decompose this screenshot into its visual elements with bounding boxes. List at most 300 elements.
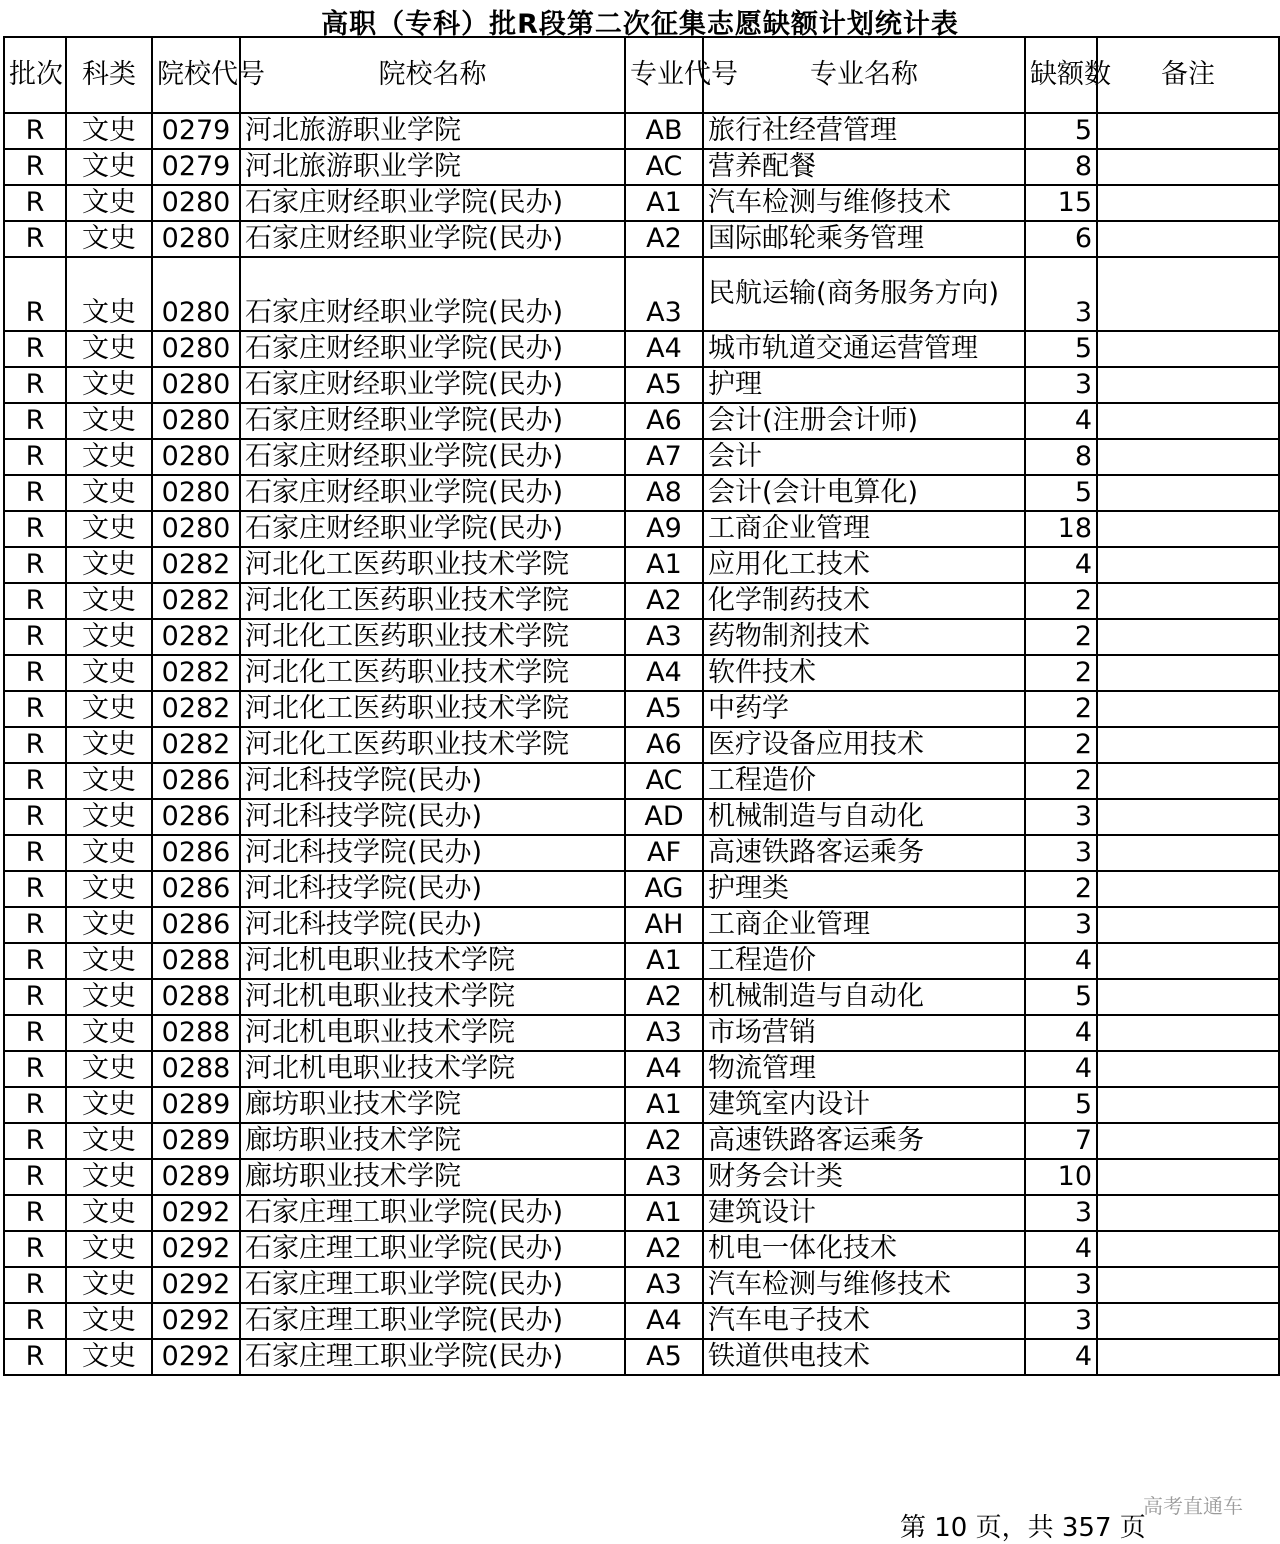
table-row: [4, 979, 1279, 1015]
header-vacancy: 缺额数: [1025, 37, 1097, 113]
cell-category: 文史: [66, 691, 152, 727]
cell-note: [1097, 1123, 1279, 1159]
cell-vacancy: 5: [1025, 331, 1097, 367]
cell-vacancy: 3: [1025, 1267, 1097, 1303]
cell-school-code: 0288: [152, 1051, 240, 1087]
cell-major-code: A2: [625, 1123, 703, 1159]
cell-batch: R: [4, 511, 66, 547]
cell-note: [1097, 367, 1279, 403]
table-row: [4, 1267, 1279, 1303]
cell-note: [1097, 221, 1279, 257]
cell-school-code: 0292: [152, 1195, 240, 1231]
cell-school-code: 0292: [152, 1267, 240, 1303]
table-row: [4, 655, 1279, 691]
cell-note: [1097, 1051, 1279, 1087]
cell-major-code: A2: [625, 583, 703, 619]
cell-major-code: A4: [625, 1051, 703, 1087]
cell-school-name: 河北机电职业技术学院: [240, 979, 625, 1015]
cell-major-code: AD: [625, 799, 703, 835]
cell-school-name: 河北化工医药职业技术学院: [240, 619, 625, 655]
cell-major-code: A3: [625, 619, 703, 655]
cell-school-name: 石家庄理工职业学院(民办): [240, 1339, 625, 1375]
cell-note: [1097, 1231, 1279, 1267]
cell-school-code: 0280: [152, 185, 240, 221]
cell-school-code: 0286: [152, 763, 240, 799]
cell-major-name: 高速铁路客运乘务: [703, 835, 1025, 871]
cell-major-code: AC: [625, 763, 703, 799]
cell-category: 文史: [66, 1231, 152, 1267]
cell-school-name: 石家庄财经职业学院(民办): [240, 185, 625, 221]
table-row: [4, 619, 1279, 655]
cell-school-name: 河北旅游职业学院: [240, 113, 625, 149]
cell-major-name: 护理: [703, 367, 1025, 403]
cell-category: 文史: [66, 835, 152, 871]
header-note: 备注: [1097, 37, 1279, 113]
cell-category: 文史: [66, 583, 152, 619]
cell-major-code: AG: [625, 871, 703, 907]
cell-category: 文史: [66, 1159, 152, 1195]
cell-batch: R: [4, 257, 66, 331]
cell-note: [1097, 1087, 1279, 1123]
cell-category: 文史: [66, 763, 152, 799]
cell-school-code: 0286: [152, 835, 240, 871]
cell-major-name: 营养配餐: [703, 149, 1025, 185]
cell-school-code: 0289: [152, 1123, 240, 1159]
cell-school-name: 石家庄财经职业学院(民办): [240, 475, 625, 511]
cell-category: 文史: [66, 943, 152, 979]
cell-vacancy: 4: [1025, 547, 1097, 583]
cell-major-code: A3: [625, 1267, 703, 1303]
cell-note: [1097, 475, 1279, 511]
cell-note: [1097, 511, 1279, 547]
table-row: [4, 221, 1279, 257]
cell-vacancy: 3: [1025, 257, 1097, 331]
cell-note: [1097, 835, 1279, 871]
cell-school-code: 0288: [152, 1015, 240, 1051]
cell-category: 文史: [66, 979, 152, 1015]
cell-vacancy: 5: [1025, 979, 1097, 1015]
cell-vacancy: 7: [1025, 1123, 1097, 1159]
cell-batch: R: [4, 727, 66, 763]
cell-school-name: 河北科技学院(民办): [240, 907, 625, 943]
cell-major-code: A5: [625, 1339, 703, 1375]
cell-batch: R: [4, 763, 66, 799]
cell-batch: R: [4, 907, 66, 943]
table-row: [4, 403, 1279, 439]
cell-batch: R: [4, 1051, 66, 1087]
cell-vacancy: 8: [1025, 439, 1097, 475]
cell-school-code: 0292: [152, 1231, 240, 1267]
cell-batch: R: [4, 1087, 66, 1123]
cell-major-code: A4: [625, 655, 703, 691]
cell-note: [1097, 655, 1279, 691]
cell-batch: R: [4, 547, 66, 583]
cell-note: [1097, 1015, 1279, 1051]
cell-major-name: 机械制造与自动化: [703, 799, 1025, 835]
cell-batch: R: [4, 1231, 66, 1267]
cell-major-code: A1: [625, 547, 703, 583]
cell-major-name: 机电一体化技术: [703, 1231, 1025, 1267]
cell-school-name: 石家庄财经职业学院(民办): [240, 221, 625, 257]
table-row: [4, 763, 1279, 799]
cell-major-name: 应用化工技术: [703, 547, 1025, 583]
cell-note: [1097, 943, 1279, 979]
cell-category: 文史: [66, 871, 152, 907]
cell-vacancy: 3: [1025, 799, 1097, 835]
cell-batch: R: [4, 1195, 66, 1231]
cell-major-name: 汽车检测与维修技术: [703, 185, 1025, 221]
table-row: [4, 1303, 1279, 1339]
cell-school-name: 石家庄财经职业学院(民办): [240, 257, 625, 331]
table-row: [4, 475, 1279, 511]
cell-major-code: A3: [625, 1015, 703, 1051]
cell-batch: R: [4, 149, 66, 185]
cell-school-name: 河北机电职业技术学院: [240, 1051, 625, 1087]
table-row: [4, 1015, 1279, 1051]
table-row: [4, 511, 1279, 547]
cell-vacancy: 4: [1025, 1015, 1097, 1051]
cell-school-name: 廊坊职业技术学院: [240, 1123, 625, 1159]
cell-category: 文史: [66, 1339, 152, 1375]
vacancy-table: [3, 36, 1280, 1376]
cell-vacancy: 2: [1025, 691, 1097, 727]
cell-major-name: 软件技术: [703, 655, 1025, 691]
table-row: [4, 149, 1279, 185]
cell-major-code: AF: [625, 835, 703, 871]
cell-category: 文史: [66, 403, 152, 439]
cell-school-code: 0282: [152, 583, 240, 619]
cell-major-code: A2: [625, 221, 703, 257]
cell-school-code: 0280: [152, 511, 240, 547]
cell-school-name: 河北科技学院(民办): [240, 763, 625, 799]
cell-major-code: A2: [625, 979, 703, 1015]
cell-major-code: A1: [625, 185, 703, 221]
cell-vacancy: 3: [1025, 1195, 1097, 1231]
cell-major-name: 民航运输(商务服务方向): [703, 257, 1025, 331]
cell-major-name: 会计(注册会计师): [703, 403, 1025, 439]
cell-major-name: 机械制造与自动化: [703, 979, 1025, 1015]
table-row: [4, 1159, 1279, 1195]
cell-category: 文史: [66, 907, 152, 943]
cell-vacancy: 15: [1025, 185, 1097, 221]
cell-major-name: 护理类: [703, 871, 1025, 907]
cell-category: 文史: [66, 185, 152, 221]
cell-school-code: 0292: [152, 1303, 240, 1339]
cell-school-name: 廊坊职业技术学院: [240, 1159, 625, 1195]
cell-vacancy: 5: [1025, 1087, 1097, 1123]
cell-note: [1097, 547, 1279, 583]
cell-category: 文史: [66, 439, 152, 475]
cell-vacancy: 2: [1025, 763, 1097, 799]
cell-category: 文史: [66, 511, 152, 547]
cell-note: [1097, 763, 1279, 799]
cell-major-name: 汽车检测与维修技术: [703, 1267, 1025, 1303]
cell-school-name: 石家庄理工职业学院(民办): [240, 1231, 625, 1267]
cell-batch: R: [4, 1339, 66, 1375]
cell-school-code: 0286: [152, 907, 240, 943]
cell-batch: R: [4, 583, 66, 619]
cell-school-name: 石家庄理工职业学院(民办): [240, 1267, 625, 1303]
cell-note: [1097, 257, 1279, 331]
cell-major-code: A8: [625, 475, 703, 511]
cell-school-name: 石家庄财经职业学院(民办): [240, 331, 625, 367]
cell-vacancy: 2: [1025, 619, 1097, 655]
cell-major-name: 建筑室内设计: [703, 1087, 1025, 1123]
cell-school-code: 0282: [152, 691, 240, 727]
cell-vacancy: 8: [1025, 149, 1097, 185]
cell-note: [1097, 185, 1279, 221]
cell-batch: R: [4, 943, 66, 979]
cell-major-code: AH: [625, 907, 703, 943]
cell-batch: R: [4, 367, 66, 403]
cell-vacancy: 2: [1025, 871, 1097, 907]
table-row: [4, 1339, 1279, 1375]
cell-school-name: 石家庄财经职业学院(民办): [240, 511, 625, 547]
cell-category: 文史: [66, 149, 152, 185]
cell-school-code: 0288: [152, 943, 240, 979]
cell-vacancy: 4: [1025, 943, 1097, 979]
cell-category: 文史: [66, 1267, 152, 1303]
cell-category: 文史: [66, 1051, 152, 1087]
cell-batch: R: [4, 1123, 66, 1159]
cell-school-code: 0282: [152, 619, 240, 655]
cell-note: [1097, 583, 1279, 619]
cell-major-code: A4: [625, 1303, 703, 1339]
cell-category: 文史: [66, 547, 152, 583]
cell-major-code: A4: [625, 331, 703, 367]
table-row: [4, 799, 1279, 835]
cell-major-code: A2: [625, 1231, 703, 1267]
cell-note: [1097, 1303, 1279, 1339]
cell-major-code: A5: [625, 367, 703, 403]
cell-note: [1097, 113, 1279, 149]
cell-category: 文史: [66, 655, 152, 691]
table-row: [4, 871, 1279, 907]
cell-school-name: 河北化工医药职业技术学院: [240, 691, 625, 727]
cell-major-code: A6: [625, 727, 703, 763]
cell-major-name: 建筑设计: [703, 1195, 1025, 1231]
cell-vacancy: 2: [1025, 583, 1097, 619]
cell-category: 文史: [66, 113, 152, 149]
table-row: [4, 1123, 1279, 1159]
cell-batch: R: [4, 979, 66, 1015]
cell-school-name: 河北科技学院(民办): [240, 871, 625, 907]
table-header-row: [4, 37, 1279, 113]
cell-vacancy: 3: [1025, 367, 1097, 403]
cell-batch: R: [4, 403, 66, 439]
cell-major-name: 铁道供电技术: [703, 1339, 1025, 1375]
cell-note: [1097, 1339, 1279, 1375]
cell-major-name: 药物制剂技术: [703, 619, 1025, 655]
cell-school-name: 石家庄财经职业学院(民办): [240, 367, 625, 403]
cell-vacancy: 3: [1025, 1303, 1097, 1339]
cell-major-name: 汽车电子技术: [703, 1303, 1025, 1339]
cell-major-name: 市场营销: [703, 1015, 1025, 1051]
cell-note: [1097, 619, 1279, 655]
cell-major-name: 医疗设备应用技术: [703, 727, 1025, 763]
cell-school-name: 河北科技学院(民办): [240, 799, 625, 835]
table-row: [4, 727, 1279, 763]
cell-major-code: A5: [625, 691, 703, 727]
cell-school-code: 0280: [152, 221, 240, 257]
cell-school-name: 河北化工医药职业技术学院: [240, 727, 625, 763]
header-category: 科类: [66, 37, 152, 113]
cell-school-name: 石家庄财经职业学院(民办): [240, 439, 625, 475]
cell-note: [1097, 727, 1279, 763]
cell-batch: R: [4, 691, 66, 727]
cell-category: 文史: [66, 1195, 152, 1231]
cell-major-code: AC: [625, 149, 703, 185]
cell-vacancy: 4: [1025, 1339, 1097, 1375]
cell-category: 文史: [66, 799, 152, 835]
cell-vacancy: 18: [1025, 511, 1097, 547]
table-row: [4, 835, 1279, 871]
table-row: [4, 943, 1279, 979]
cell-major-name: 城市轨道交通运营管理: [703, 331, 1025, 367]
cell-category: 文史: [66, 1015, 152, 1051]
cell-note: [1097, 1195, 1279, 1231]
header-major-code: 专业代号: [625, 37, 703, 113]
cell-category: 文史: [66, 1303, 152, 1339]
table-row: [4, 1051, 1279, 1087]
cell-vacancy: 3: [1025, 907, 1097, 943]
cell-category: 文史: [66, 1087, 152, 1123]
cell-major-name: 中药学: [703, 691, 1025, 727]
cell-batch: R: [4, 475, 66, 511]
cell-vacancy: 3: [1025, 835, 1097, 871]
cell-major-name: 物流管理: [703, 1051, 1025, 1087]
table-row: [4, 1195, 1279, 1231]
cell-major-code: A6: [625, 403, 703, 439]
cell-category: 文史: [66, 475, 152, 511]
cell-school-code: 0289: [152, 1087, 240, 1123]
cell-school-name: 河北化工医药职业技术学院: [240, 655, 625, 691]
cell-major-code: AB: [625, 113, 703, 149]
table-row: [4, 1231, 1279, 1267]
cell-major-name: 会计: [703, 439, 1025, 475]
table-row: [4, 439, 1279, 475]
cell-batch: R: [4, 1303, 66, 1339]
cell-vacancy: 2: [1025, 727, 1097, 763]
cell-major-code: A7: [625, 439, 703, 475]
cell-note: [1097, 403, 1279, 439]
cell-school-code: 0279: [152, 113, 240, 149]
cell-major-code: A9: [625, 511, 703, 547]
table-row: [4, 583, 1279, 619]
table-row: [4, 691, 1279, 727]
cell-major-name: 高速铁路客运乘务: [703, 1123, 1025, 1159]
cell-school-name: 廊坊职业技术学院: [240, 1087, 625, 1123]
cell-school-name: 河北机电职业技术学院: [240, 1015, 625, 1051]
cell-batch: R: [4, 185, 66, 221]
table-row: [4, 331, 1279, 367]
cell-major-code: A1: [625, 943, 703, 979]
cell-major-name: 工商企业管理: [703, 511, 1025, 547]
cell-major-name: 国际邮轮乘务管理: [703, 221, 1025, 257]
cell-batch: R: [4, 871, 66, 907]
cell-major-code: A1: [625, 1195, 703, 1231]
cell-vacancy: 4: [1025, 1231, 1097, 1267]
cell-batch: R: [4, 799, 66, 835]
cell-school-code: 0280: [152, 475, 240, 511]
cell-batch: R: [4, 1267, 66, 1303]
table-row: [4, 907, 1279, 943]
cell-category: 文史: [66, 619, 152, 655]
cell-school-name: 河北科技学院(民办): [240, 835, 625, 871]
cell-note: [1097, 439, 1279, 475]
cell-major-code: A3: [625, 1159, 703, 1195]
cell-major-name: 工商企业管理: [703, 907, 1025, 943]
cell-school-code: 0280: [152, 403, 240, 439]
cell-note: [1097, 1159, 1279, 1195]
cell-school-code: 0286: [152, 871, 240, 907]
cell-school-code: 0280: [152, 439, 240, 475]
cell-note: [1097, 149, 1279, 185]
cell-major-name: 旅行社经营管理: [703, 113, 1025, 149]
cell-category: 文史: [66, 727, 152, 763]
cell-note: [1097, 691, 1279, 727]
table-row: [4, 1087, 1279, 1123]
cell-school-name: 河北机电职业技术学院: [240, 943, 625, 979]
cell-note: [1097, 979, 1279, 1015]
cell-major-code: A1: [625, 1087, 703, 1123]
header-school-code: 院校代号: [152, 37, 240, 113]
cell-batch: R: [4, 439, 66, 475]
cell-school-name: 石家庄财经职业学院(民办): [240, 403, 625, 439]
cell-school-name: 河北旅游职业学院: [240, 149, 625, 185]
cell-batch: R: [4, 619, 66, 655]
cell-category: 文史: [66, 221, 152, 257]
cell-vacancy: 10: [1025, 1159, 1097, 1195]
cell-major-name: 财务会计类: [703, 1159, 1025, 1195]
cell-school-code: 0280: [152, 257, 240, 331]
cell-school-code: 0282: [152, 547, 240, 583]
cell-category: 文史: [66, 1123, 152, 1159]
cell-vacancy: 6: [1025, 221, 1097, 257]
watermark: 高考直通车: [1143, 1494, 1243, 1518]
cell-vacancy: 5: [1025, 475, 1097, 511]
cell-major-name: 会计(会计电算化): [703, 475, 1025, 511]
table-body: [4, 113, 1279, 1375]
cell-school-code: 0292: [152, 1339, 240, 1375]
cell-major-name: 化学制药技术: [703, 583, 1025, 619]
cell-batch: R: [4, 221, 66, 257]
cell-note: [1097, 331, 1279, 367]
cell-school-code: 0279: [152, 149, 240, 185]
table-row: [4, 547, 1279, 583]
cell-note: [1097, 871, 1279, 907]
table-row: [4, 367, 1279, 403]
cell-batch: R: [4, 835, 66, 871]
cell-school-code: 0280: [152, 331, 240, 367]
page-title: 高职（专科）批R段第二次征集志愿缺额计划统计表: [321, 9, 959, 40]
header-batch: 批次: [4, 37, 66, 113]
page-footer: 第 10 页，共 357 页: [900, 1513, 1146, 1543]
cell-school-code: 0289: [152, 1159, 240, 1195]
table-row: [4, 257, 1279, 331]
cell-note: [1097, 907, 1279, 943]
cell-school-code: 0282: [152, 727, 240, 763]
cell-vacancy: 5: [1025, 113, 1097, 149]
cell-major-name: 工程造价: [703, 763, 1025, 799]
cell-batch: R: [4, 1159, 66, 1195]
cell-batch: R: [4, 113, 66, 149]
cell-vacancy: 2: [1025, 655, 1097, 691]
cell-school-name: 石家庄理工职业学院(民办): [240, 1303, 625, 1339]
header-school-name: 院校名称: [240, 37, 625, 113]
cell-school-code: 0280: [152, 367, 240, 403]
cell-batch: R: [4, 331, 66, 367]
